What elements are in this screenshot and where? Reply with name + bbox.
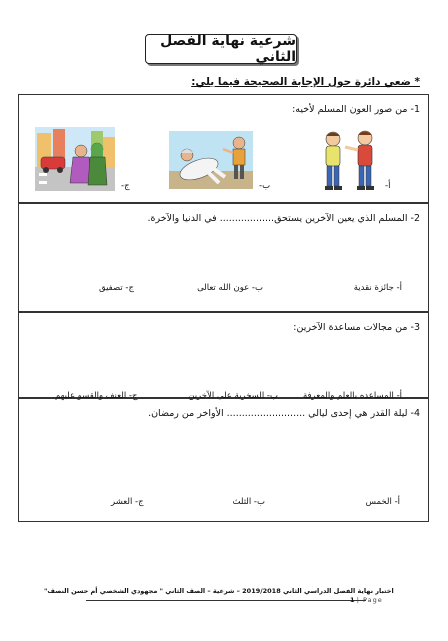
question-2 — [18, 203, 429, 312]
page-label: | Page — [356, 596, 383, 604]
question-3-option-a[interactable]: أ- المساعده بالعلم والمعرفة — [302, 391, 402, 401]
question-2-option-b[interactable]: ب- عون الله تعالى — [197, 283, 263, 293]
question-4-option-b[interactable]: ب- الثلث — [232, 497, 265, 507]
question-1-option-a[interactable]: أ- — [385, 181, 391, 191]
two-boys-pointing-image — [315, 127, 383, 193]
question-2-text: 2- المسلم الذي يعين الآخرين يستحق.................. في الدنيا والآخرة. — [147, 213, 420, 224]
instruction-text: * ضعي دائرة حول الإجابة الصحيحة فيما يلي: — [191, 76, 420, 88]
page-number — [350, 596, 383, 604]
question-3-option-c[interactable]: ج- العنف والقسو عليهم — [55, 391, 138, 401]
question-4-option-a[interactable]: أ- الخمس — [365, 497, 400, 507]
question-3-option-b[interactable]: ب- السخرية على الآخرين — [188, 391, 278, 401]
question-1 — [18, 94, 429, 203]
question-3 — [18, 312, 429, 401]
footer-text: اختبار نهاية الفصل الدراسي الثاني 2019/2018 – شرعية – الصف الثاني " مجهودي الشخصي أم حسن النصف" — [44, 587, 394, 595]
question-4-option-c[interactable]: ج- العشر — [111, 497, 144, 507]
question-1-text: 1- من صور العون المسلم لأخيه: — [292, 104, 420, 115]
question-4 — [18, 398, 429, 522]
question-2-option-a[interactable]: أ- جائزة نقدية — [353, 283, 402, 293]
question-2-option-c[interactable]: ج- تصفيق — [99, 283, 134, 293]
helping-crossing-street-image — [35, 127, 115, 191]
footer-divider — [86, 600, 366, 601]
question-1-option-c[interactable]: ج- — [121, 181, 130, 191]
page-number-value: 1 — [350, 596, 355, 604]
question-1-option-b[interactable]: ب- — [259, 181, 271, 191]
question-3-text: 3- من مجالات مساعدة الآخرين: — [293, 322, 420, 333]
man-falling-image — [169, 131, 253, 189]
page-title: شرعية نهاية الفصل الثاني — [145, 34, 297, 64]
question-4-text: 4- ليلة القدر هي إحدى ليالي .......................... الأواخر من رمضان. — [148, 408, 420, 419]
